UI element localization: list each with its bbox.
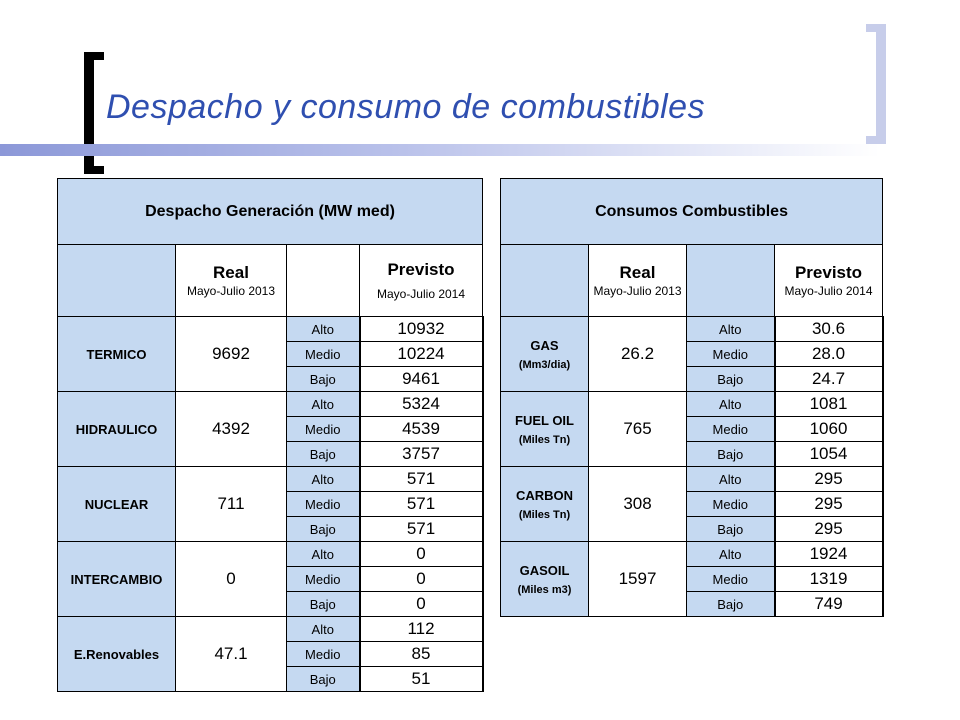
scenario-level: Bajo bbox=[287, 517, 360, 542]
forecast-value: 28.0 bbox=[775, 342, 883, 367]
forecast-value: 0 bbox=[360, 542, 483, 567]
scenario-level: Bajo bbox=[687, 367, 775, 392]
row-label bbox=[58, 467, 176, 542]
right-table-body bbox=[501, 317, 883, 617]
real-value: 711 bbox=[176, 467, 287, 542]
table-row bbox=[58, 317, 483, 342]
row-label-text: GASOIL bbox=[519, 562, 570, 578]
table-row bbox=[501, 467, 883, 492]
forecast-value: 30.6 bbox=[775, 317, 883, 342]
forecast-value: 571 bbox=[360, 467, 483, 492]
left-col-real-label: Real bbox=[213, 262, 249, 282]
scenario-level: Medio bbox=[687, 342, 775, 367]
slide-title: Despacho y consumo de combustibles bbox=[106, 88, 706, 126]
forecast-value: 85 bbox=[360, 642, 483, 667]
forecast-value: 112 bbox=[360, 617, 483, 642]
row-label-text: E.Renovables bbox=[73, 646, 160, 662]
scenario-level: Medio bbox=[287, 492, 360, 517]
row-label-text: TERMICO bbox=[86, 346, 147, 362]
row-unit-text: (Miles Tn) bbox=[518, 433, 571, 446]
right-col-prev-label: Previsto bbox=[794, 262, 863, 282]
consumos-combustibles-table bbox=[500, 178, 884, 617]
left-col-real-header bbox=[176, 245, 287, 317]
scenario-level: Bajo bbox=[287, 592, 360, 617]
row-label bbox=[58, 617, 176, 692]
forecast-value: 9461 bbox=[360, 367, 483, 392]
scenario-level: Alto bbox=[287, 467, 360, 492]
left-col-prev-sub: Mayo-Julio 2014 bbox=[376, 286, 466, 301]
scenario-level: Alto bbox=[287, 392, 360, 417]
right-header-empty bbox=[501, 245, 589, 317]
forecast-value: 295 bbox=[775, 492, 883, 517]
forecast-value: 1924 bbox=[775, 542, 883, 567]
table-row bbox=[58, 467, 483, 492]
right-bracket-decoration bbox=[866, 24, 886, 144]
table-row bbox=[501, 392, 883, 417]
forecast-value: 1081 bbox=[775, 392, 883, 417]
despacho-generacion-table bbox=[57, 178, 484, 692]
right-col-real-header bbox=[589, 245, 687, 317]
row-label-text: FUEL OIL bbox=[515, 412, 574, 428]
left-header-empty bbox=[58, 245, 176, 317]
right-col-prev-header bbox=[775, 245, 883, 317]
row-label bbox=[58, 317, 176, 392]
right-table-header: Consumos Combustibles bbox=[501, 179, 883, 245]
left-col-real-sub: Mayo-Julio 2013 bbox=[186, 283, 276, 298]
row-label-text: CARBON bbox=[515, 487, 574, 503]
row-label-text: HIDRAULICO bbox=[75, 421, 158, 437]
scenario-level: Alto bbox=[287, 317, 360, 342]
row-unit-text: (Mm3/dia) bbox=[518, 358, 571, 371]
forecast-value: 571 bbox=[360, 492, 483, 517]
left-table-body bbox=[58, 317, 483, 692]
real-value: 9692 bbox=[176, 317, 287, 392]
left-col-prev-label: Previsto bbox=[387, 259, 455, 279]
scenario-level: Bajo bbox=[287, 442, 360, 467]
forecast-value: 571 bbox=[360, 517, 483, 542]
scenario-level: Bajo bbox=[687, 592, 775, 617]
table-row bbox=[501, 542, 883, 567]
real-value: 1597 bbox=[589, 542, 687, 617]
scenario-level: Medio bbox=[287, 417, 360, 442]
row-label bbox=[58, 542, 176, 617]
scenario-level: Medio bbox=[287, 567, 360, 592]
row-label-text: NUCLEAR bbox=[84, 496, 149, 512]
forecast-value: 295 bbox=[775, 517, 883, 542]
forecast-value: 5324 bbox=[360, 392, 483, 417]
forecast-value: 0 bbox=[360, 567, 483, 592]
scenario-level: Medio bbox=[687, 492, 775, 517]
scenario-level: Bajo bbox=[687, 517, 775, 542]
scenario-level: Alto bbox=[287, 617, 360, 642]
forecast-value: 4539 bbox=[360, 417, 483, 442]
table-row bbox=[58, 392, 483, 417]
row-unit-text: (Miles m3) bbox=[517, 583, 572, 596]
left-table-header: Despacho Generación (MW med) bbox=[58, 179, 483, 245]
right-header-empty-level bbox=[687, 245, 775, 317]
scenario-level: Medio bbox=[687, 567, 775, 592]
scenario-level: Alto bbox=[287, 542, 360, 567]
table-row bbox=[58, 617, 483, 642]
row-label bbox=[501, 392, 589, 467]
row-label bbox=[58, 392, 176, 467]
row-label bbox=[501, 467, 589, 542]
row-label-text: INTERCAMBIO bbox=[70, 571, 163, 587]
real-value: 308 bbox=[589, 467, 687, 542]
forecast-value: 24.7 bbox=[775, 367, 883, 392]
left-header-empty-level bbox=[287, 245, 360, 317]
left-col-prev-header bbox=[360, 245, 483, 317]
scenario-level: Alto bbox=[687, 317, 775, 342]
forecast-value: 1319 bbox=[775, 567, 883, 592]
row-label bbox=[501, 317, 589, 392]
forecast-value: 51 bbox=[360, 667, 483, 692]
scenario-level: Alto bbox=[687, 542, 775, 567]
table-row bbox=[501, 317, 883, 342]
forecast-value: 10224 bbox=[360, 342, 483, 367]
scenario-level: Medio bbox=[687, 417, 775, 442]
forecast-value: 1060 bbox=[775, 417, 883, 442]
forecast-value: 0 bbox=[360, 592, 483, 617]
right-col-real-label: Real bbox=[619, 262, 656, 282]
real-value: 0 bbox=[176, 542, 287, 617]
row-label-text: GAS bbox=[530, 337, 559, 353]
scenario-level: Bajo bbox=[287, 367, 360, 392]
forecast-value: 1054 bbox=[775, 442, 883, 467]
table-row bbox=[58, 542, 483, 567]
row-label bbox=[501, 542, 589, 617]
forecast-value: 295 bbox=[775, 467, 883, 492]
title-underline-bar bbox=[0, 144, 880, 156]
forecast-value: 3757 bbox=[360, 442, 483, 467]
forecast-value: 10932 bbox=[360, 317, 483, 342]
scenario-level: Medio bbox=[287, 642, 360, 667]
real-value: 4392 bbox=[176, 392, 287, 467]
forecast-value: 749 bbox=[775, 592, 883, 617]
scenario-level: Alto bbox=[687, 467, 775, 492]
scenario-level: Bajo bbox=[687, 442, 775, 467]
right-col-prev-sub: Mayo-Julio 2014 bbox=[784, 283, 873, 298]
scenario-level: Medio bbox=[287, 342, 360, 367]
right-col-real-sub: Mayo-Julio 2013 bbox=[593, 283, 682, 298]
scenario-level: Bajo bbox=[287, 667, 360, 692]
real-value: 47.1 bbox=[176, 617, 287, 692]
real-value: 765 bbox=[589, 392, 687, 467]
row-unit-text: (Miles Tn) bbox=[518, 508, 571, 521]
scenario-level: Alto bbox=[687, 392, 775, 417]
real-value: 26.2 bbox=[589, 317, 687, 392]
